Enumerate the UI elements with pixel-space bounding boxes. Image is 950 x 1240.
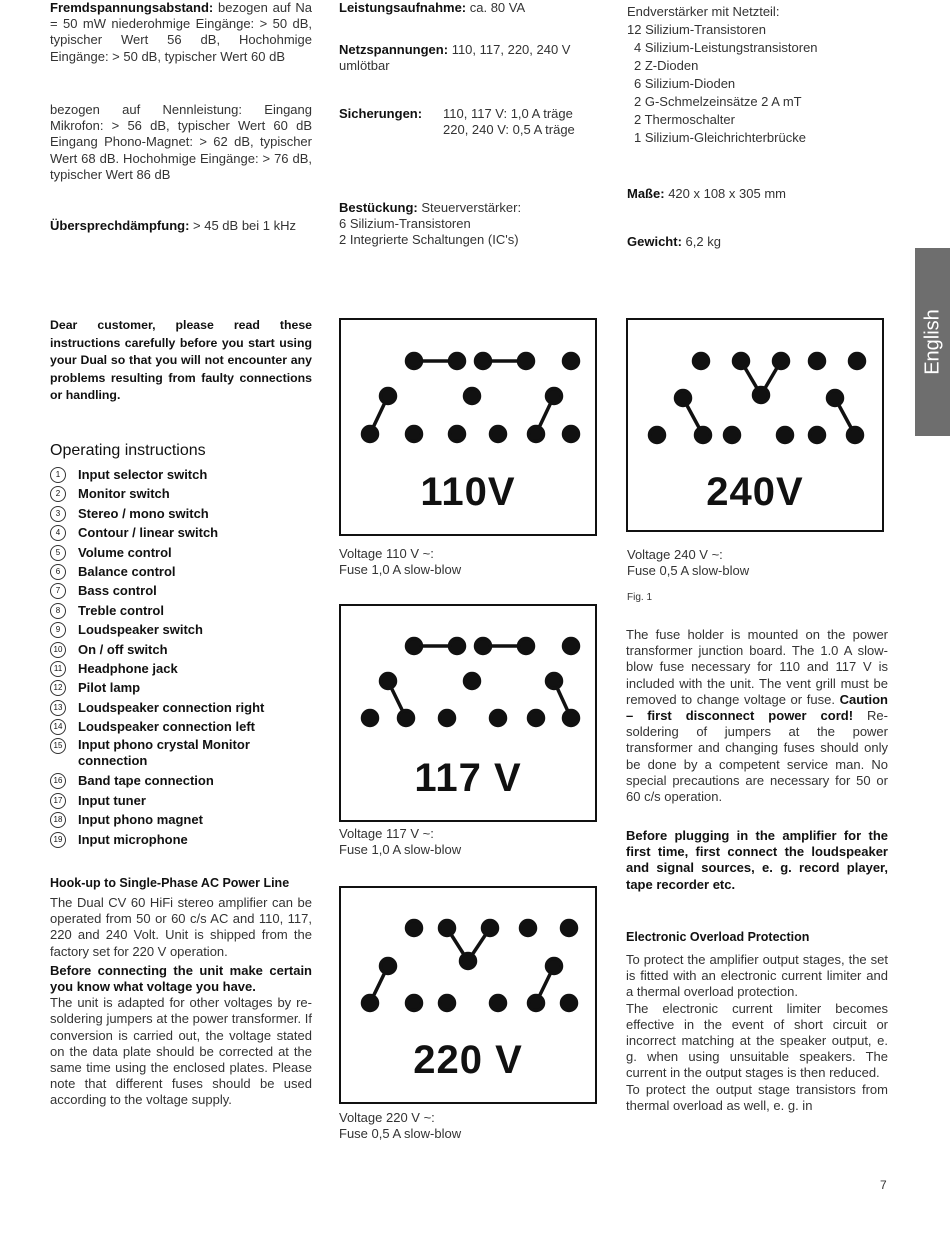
fremd-label: Fremdspannungsabstand: [50,0,214,15]
fig-label: Fig. 1 [627,592,653,603]
list-item: 7 Bass control [50,581,330,600]
overload-p2: The electronic current limiter becomes effective in the event of short circuit or incorrect matching at the speaker output, e. g. when using unsuitable speakers. The current in the output stages is then reduced. [626,1000,888,1081]
list-item: 11 Headphone jack [50,659,330,678]
uber-text: > 45 dB bei 1 kHz [193,218,297,233]
list-item: 12 Pilot lamp [50,678,330,697]
jumper-diagram-240v [626,318,884,532]
list-item: 13 Loudspeaker connection right [50,698,330,717]
list-item: 5 Volume control [50,543,330,562]
leistung-text: ca. 80 VA [469,0,526,15]
list-item: 4 Contour / linear switch [50,523,330,542]
overload-p3: To protect the output stage transistors from thermal overload as well, e. g. in [626,1081,888,1113]
uber-label: Übersprechdämpfung: [50,218,190,233]
best-line2: 6 Silizium-Transistoren [339,216,471,232]
endv-item: 6 Silizium-Dioden [634,76,736,91]
spec-uebersprech [50,218,312,234]
bezogen-text: bezogen auf Nennleistung: Eingang Mikrofon: > 56 dB, typischer Wert 60 dB Eingang Phono-Magnet: > 62 dB, typischer Wert 68 dB. Hochohmige Eingänge: > 76 dB, typischer Wert 86 dB [50,102,312,182]
language-tab-label: English [921,309,943,375]
jumper-diagram-220v [339,886,597,1104]
sich-line2: 220, 240 V: 0,5 A träge [443,122,575,137]
sich-label: Sicherungen: [339,106,423,121]
fuse-text1: The fuse holder is mounted on the power transformer junction board. The 1.0 A slow-blow fuse necessary for 110 and 117 V is included with the unit. The vent grill must be removed to change voltage or fuse. [626,627,888,707]
list-item: 1 Input selector switch [50,465,330,484]
best-line3: 2 Integrierte Schaltungen (IC's) [339,232,519,248]
spec-endverstaerker [627,3,897,147]
spec-bezogen [50,102,312,183]
fuse-paragraph [626,627,888,805]
endv-item: 2 Thermoschalter [634,112,735,127]
caption-220v: Voltage 220 V ~: Fuse 0,5 A slow-blow [339,1110,462,1142]
language-tab [915,248,950,436]
voltage-label-240: 240V [706,470,804,514]
overload-title: Electronic Overload Protection [626,930,810,944]
masse-text: 420 x 108 x 305 mm [668,186,786,201]
list-item: 10 On / off switch [50,640,330,659]
best-label: Bestückung: [339,200,418,215]
intro-text: Dear customer, please read these instructions carefully before you start using your Dual so that you will not encounter any problems resulting from faulty connections or handling. [50,318,312,403]
netz-text: 110, 117, 220, 240 V umlötbar [339,42,571,74]
spec-leistung [339,0,604,16]
endv-title: Endverstärker mit Netzteil: [627,4,780,19]
list-item: 19 Input microphone [50,830,330,849]
list-item: 14 Loudspeaker connection left [50,717,330,736]
voltage-label-220: 220 V [413,1038,523,1082]
hookup-p1: The Dual CV 60 HiFi stereo amplifier can be operated from 50 or 60 c/s AC and 110, 117, 220 and 240 Volt. Unit is shipped from the factory set for 220 V operation. [50,895,312,959]
fuse-text2: Re-soldering of jumpers at the power transformer and changing fuses should only be done by a competent service man. No special precautions are necessary for 50 or 60 c/s operation. [626,708,888,805]
gewicht-label: Gewicht: [627,234,682,249]
page-number: 7 [880,1178,887,1192]
hookup-title: Hook-up to Single-Phase AC Power Line [50,876,290,890]
best-text: Steuerverstärker: [421,200,522,215]
spec-netz [339,42,604,74]
hookup-p3: The unit is adapted for other voltages by re-soldering jumpers at the power transformer. If conversion is carried out, the voltage stated on the data plate should be corrected at the same time using the enclosed plates. Please note that different fuses should be used according to the voltage supply. [50,995,312,1108]
caption-110v: Voltage 110 V ~: Fuse 1,0 A slow-blow [339,546,462,578]
operating-list [50,465,330,849]
spec-gewicht [627,234,897,250]
caption-240v: Voltage 240 V ~: Fuse 0,5 A slow-blow [627,547,750,579]
gewicht-text: 6,2 kg [685,234,721,249]
fuse-caution: Caution – first disconnect power cord! [626,691,888,724]
list-item: 6 Balance control [50,562,330,581]
voltage-label-110: 110V [420,470,516,514]
list-item: 16 Band tape connection [50,771,330,790]
list-item: 17 Input tuner [50,791,330,810]
leistung-label: Leistungsaufnahme: [339,0,467,15]
jumper-diagram-117v [339,604,597,822]
endv-item: 4 Silizium-Leistungstransistoren [634,40,818,55]
jumper-diagram-110v [339,318,597,536]
spec-sicherungen [339,106,604,137]
list-item: 9 Loudspeaker switch [50,620,330,639]
spec-masse [627,186,897,202]
list-item: 18 Input phono magnet [50,810,330,829]
fremd-text: bezogen auf Na = 50 mW niederohmige Eingänge: > 50 dB, typischer Wert 56 dB, Hochohmige Eingänge: > 50 dB, typischer Wert 60 dB [50,0,312,64]
endv-item: 1 Silizium-Gleichrichterbrücke [634,130,806,145]
caption-117v: Voltage 117 V ~: Fuse 1,0 A slow-blow [339,826,462,858]
netz-label: Netzspannungen: [339,42,449,57]
list-item: 8 Treble control [50,601,330,620]
list-item: 15 Input phono crystal Monitor connection [50,736,330,771]
overload-body [626,952,888,1114]
endv-item: 2 G-Schmelzeinsätze 2 A mT [634,94,802,109]
before-plugging: Before plugging in the amplifier for the first time, first connect the loudspeaker and signal sources, e. g. record player, tape recorder etc. [626,828,888,892]
hookup-body [50,895,312,1109]
spec-bestueckung [339,200,604,249]
endv-item: 2 Z-Dioden [634,58,699,73]
list-item: 2 Monitor switch [50,484,330,503]
spec-fremdspannung [50,0,312,65]
masse-label: Maße: [627,186,665,201]
list-item: 3 Stereo / mono switch [50,504,330,523]
sich-line1: 110, 117 V: 1,0 A träge [443,106,573,121]
endv-item: 12 Silizium-Transistoren [627,22,766,37]
operating-title: Operating instructions [50,442,206,459]
voltage-label-117: 117 V [414,756,522,800]
hookup-p2: Before connecting the unit make certain you know what voltage you have. [50,962,312,995]
overload-p1: To protect the amplifier output stages, the set is fitted with an electronic current limiter and a thermal overload protection. [626,952,888,1000]
